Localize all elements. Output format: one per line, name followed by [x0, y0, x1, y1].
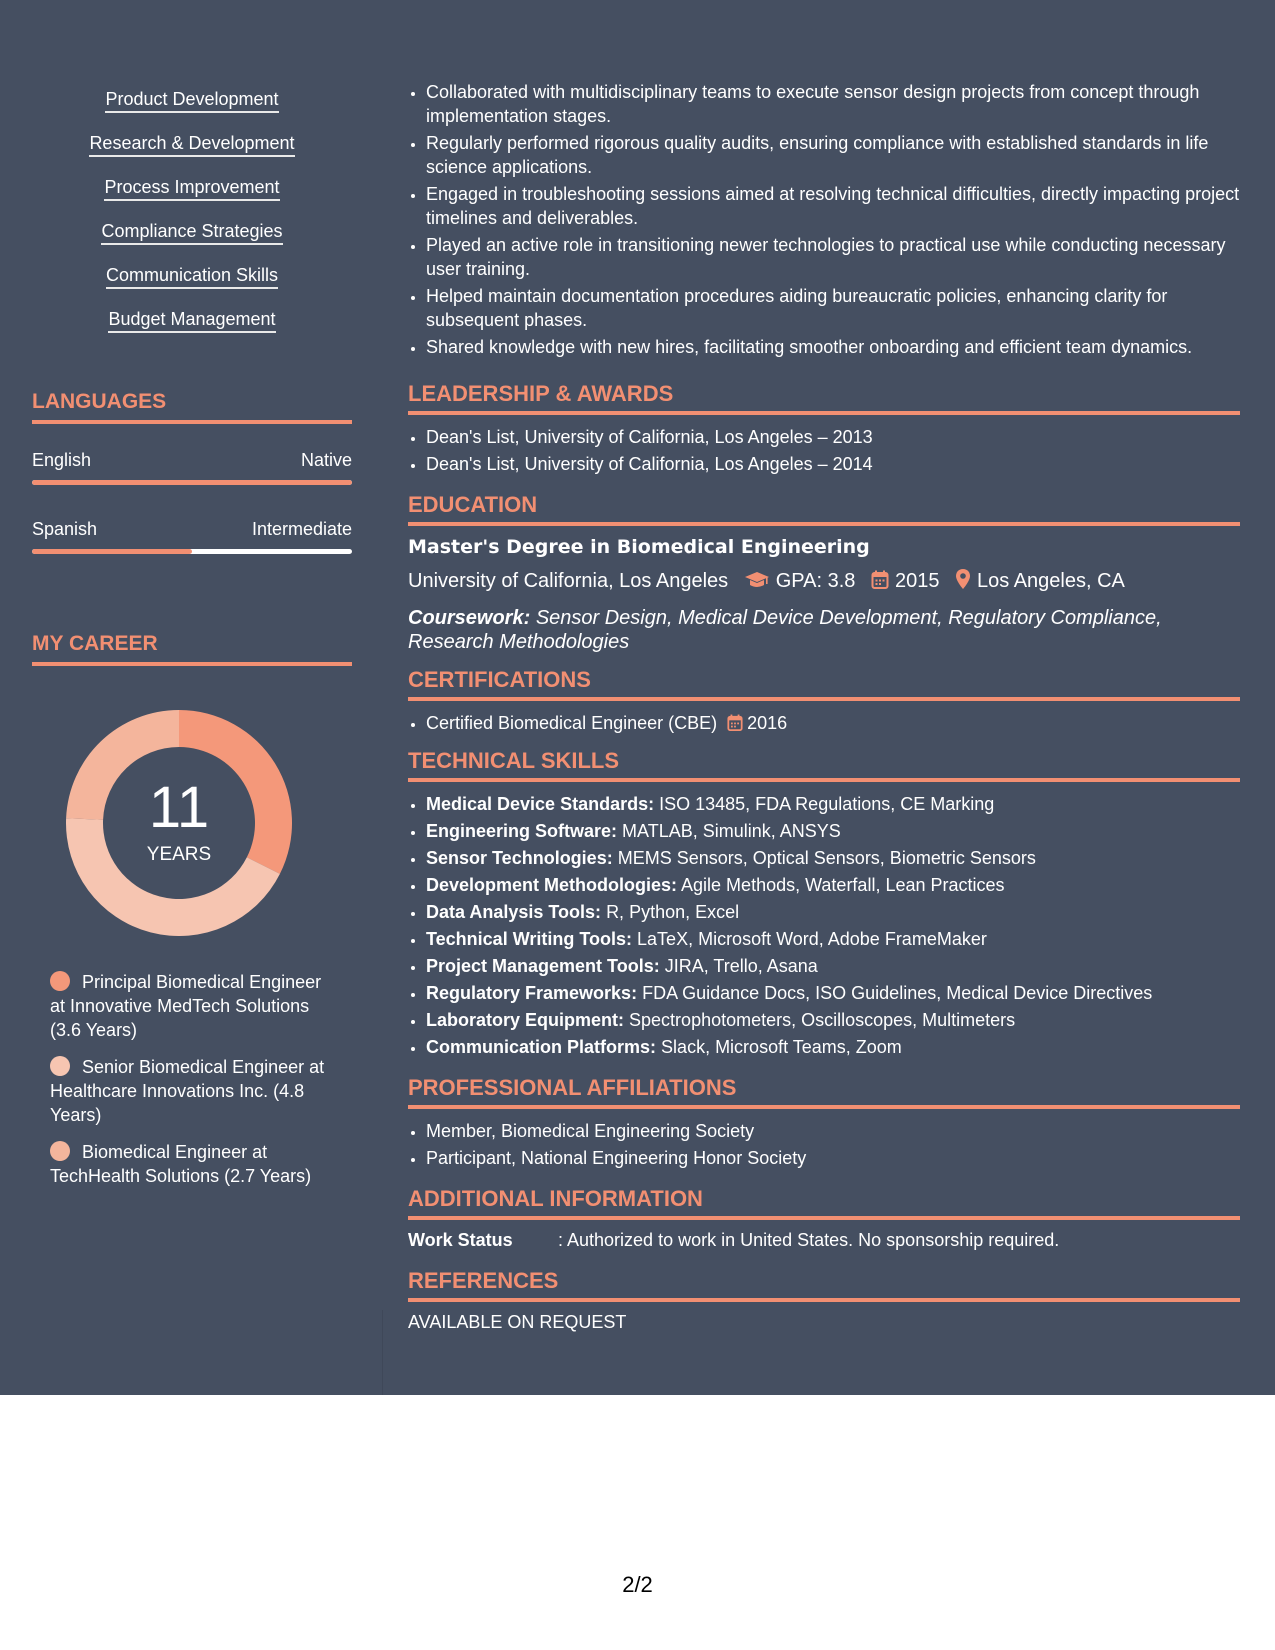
career-total-years: 11 [148, 775, 210, 840]
career-legend-item [50, 1055, 340, 1127]
tech-skill-item [426, 1008, 1240, 1032]
tech-skill-label: Engineering Software: [426, 821, 618, 841]
calendar-icon [871, 570, 889, 596]
experience-bullet: • Collaborated with multidisciplinary teams to execute sensor design projects from concept through implementation stages. [426, 80, 1240, 128]
tech-skill-item [426, 792, 1240, 816]
language-name: Spanish [32, 519, 98, 539]
tech-skill-item [426, 846, 1240, 870]
tech-skill-label: Regulatory Frameworks: [426, 983, 638, 1003]
additional-info-section [408, 1186, 1240, 1251]
education-meta [408, 568, 1240, 596]
references-section [408, 1268, 1240, 1333]
tech-skill-label: Laboratory Equipment: [426, 1010, 625, 1030]
tech-skill-value: LaTeX, Microsoft Word, Adobe FrameMaker [637, 929, 987, 949]
education-location: Los Angeles, CA [977, 570, 1125, 592]
legend-dot [50, 971, 70, 991]
legend-dot [50, 1056, 70, 1076]
tech-skill-value: FDA Guidance Docs, ISO Guidelines, Medical Device Directives [642, 983, 1153, 1003]
references-text: AVAILABLE ON REQUEST [408, 1312, 627, 1332]
affiliation-item: • Participant, National Engineering Honor Society [426, 1146, 1240, 1170]
career-legend-item [50, 970, 340, 1042]
calendar-icon [727, 714, 743, 738]
tech-skill-label: Development Methodologies: [426, 875, 678, 895]
language-bar-spanish [32, 549, 352, 554]
affiliations-section [408, 1075, 1240, 1173]
tech-skill-value: MEMS Sensors, Optical Sensors, Biometric Sensors [617, 848, 1036, 868]
tech-skill-item [426, 954, 1240, 978]
skill-tags [32, 88, 352, 352]
tech-skill-value: ISO 13485, FDA Regulations, CE Marking [659, 794, 995, 814]
tech-skill-value: MATLAB, Simulink, ANSYS [622, 821, 841, 841]
tech-skill-label: Sensor Technologies: [426, 848, 613, 868]
technical-skills-title: TECHNICAL SKILLS [408, 748, 1240, 782]
experience-bullet: • Engaged in troubleshooting sessions aimed at resolving technical difficulties, directly impacting project timelines and deliverables. [426, 182, 1240, 230]
skill-tag: Research & Development [89, 132, 294, 157]
experience-bullet: • Shared knowledge with new hires, facilitating smoother onboarding and efficient team dynamics. [426, 335, 1240, 359]
tech-skill-label: Medical Device Standards: [426, 794, 655, 814]
career-donut-chart [66, 710, 292, 936]
experience-bullet: • Helped maintain documentation procedures aiding bureaucratic policies, enhancing clarity for subsequent phases. [426, 284, 1240, 332]
languages-title: LANGUAGES [32, 390, 352, 424]
language-bar-english [32, 480, 352, 485]
location-pin-icon [955, 568, 971, 596]
tech-skill-value: JIRA, Trello, Asana [664, 956, 818, 976]
tech-skill-item [426, 873, 1240, 897]
tech-skill-value: Slack, Microsoft Teams, Zoom [661, 1037, 902, 1057]
tech-skill-item [426, 981, 1240, 1005]
tech-skill-item [426, 900, 1240, 924]
career-legend-item [50, 1140, 340, 1188]
tech-skill-label: Project Management Tools: [426, 956, 660, 976]
education-school: University of California, Los Angeles [408, 570, 729, 592]
technical-skills-section [408, 748, 1240, 1062]
tech-skill-label: Communication Platforms: [426, 1037, 657, 1057]
leadership-title: LEADERSHIP & AWARDS [408, 381, 1240, 415]
skill-tag: Communication Skills [106, 264, 278, 289]
education-gpa: GPA: 3.8 [775, 570, 856, 592]
language-level: Native [300, 450, 352, 470]
education-section [408, 492, 1240, 654]
graduation-cap-icon [744, 570, 770, 596]
leadership-section [408, 381, 1240, 479]
legend-dot [50, 1141, 70, 1161]
tech-skill-item [426, 819, 1240, 843]
career-years-label: YEARS [146, 844, 212, 865]
language-level: Intermediate [251, 519, 352, 539]
coursework-label: Coursework: [408, 607, 531, 629]
certification-name: Certified Biomedical Engineer (CBE) [426, 713, 718, 733]
certification-year: 2016 [747, 713, 788, 733]
award-item: • Dean's List, University of California, Los Angeles – 2013 [426, 425, 1240, 449]
tech-skill-value: R, Python, Excel [606, 902, 740, 922]
education-degree: Master's Degree in Biomedical Engineering [408, 536, 870, 558]
education-year: 2015 [894, 570, 940, 592]
experience-bullet: • Played an active role in transitioning newer technologies to practical use while conducting necessary user training. [426, 233, 1240, 281]
tech-skill-item [426, 927, 1240, 951]
tech-skill-item [426, 1035, 1240, 1059]
certifications-title: CERTIFICATIONS [408, 667, 1240, 701]
page-number: 2/2 [622, 1572, 653, 1597]
tech-skill-label: Technical Writing Tools: [426, 929, 633, 949]
column-divider [382, 1310, 383, 1395]
language-name: English [32, 450, 92, 470]
additional-info-title: ADDITIONAL INFORMATION [408, 1186, 1240, 1220]
experience-bullets [408, 80, 1240, 362]
career-title: MY CAREER [32, 632, 352, 666]
career-role-text: Biomedical Engineer at TechHealth Solutions (2.7 Years) [50, 1142, 312, 1186]
work-status-row [408, 1230, 1240, 1251]
certifications-section [408, 667, 1240, 741]
affiliations-title: PROFESSIONAL AFFILIATIONS [408, 1075, 1240, 1109]
skill-tag: Compliance Strategies [101, 220, 282, 245]
affiliation-item: • Member, Biomedical Engineering Society [426, 1119, 1240, 1143]
skill-tag: Budget Management [108, 308, 275, 333]
tech-skill-label: Data Analysis Tools: [426, 902, 602, 922]
skill-tag: Process Improvement [104, 176, 279, 201]
career-legend [50, 970, 340, 1201]
education-coursework [408, 606, 1240, 654]
career-role-text: Senior Biomedical Engineer at Healthcare Innovations Inc. (4.8 Years) [50, 1057, 325, 1125]
work-status-value: : Authorized to work in United States. No sponsorship required. [558, 1230, 1060, 1250]
certification-item [426, 711, 1240, 738]
skill-tag: Product Development [105, 88, 278, 113]
work-status-key: Work Status [408, 1230, 513, 1250]
award-item: • Dean's List, University of California, Los Angeles – 2014 [426, 452, 1240, 476]
donut-center [66, 710, 292, 936]
language-bar-fill [32, 549, 192, 554]
language-bar-fill [32, 480, 352, 485]
education-title: EDUCATION [408, 492, 1240, 526]
tech-skill-value: Spectrophotometers, Oscilloscopes, Multimeters [629, 1010, 1016, 1030]
career-role-text: Principal Biomedical Engineer at Innovative MedTech Solutions (3.6 Years) [50, 972, 322, 1040]
experience-bullet: • Regularly performed rigorous quality audits, ensuring compliance with established standards in life science applications. [426, 131, 1240, 179]
tech-skill-value: Agile Methods, Waterfall, Lean Practices [681, 875, 1005, 895]
coursework-text: Sensor Design, Medical Device Development, Regulatory Compliance, Research Methodologies [408, 607, 1162, 653]
references-title: REFERENCES [408, 1268, 1240, 1302]
